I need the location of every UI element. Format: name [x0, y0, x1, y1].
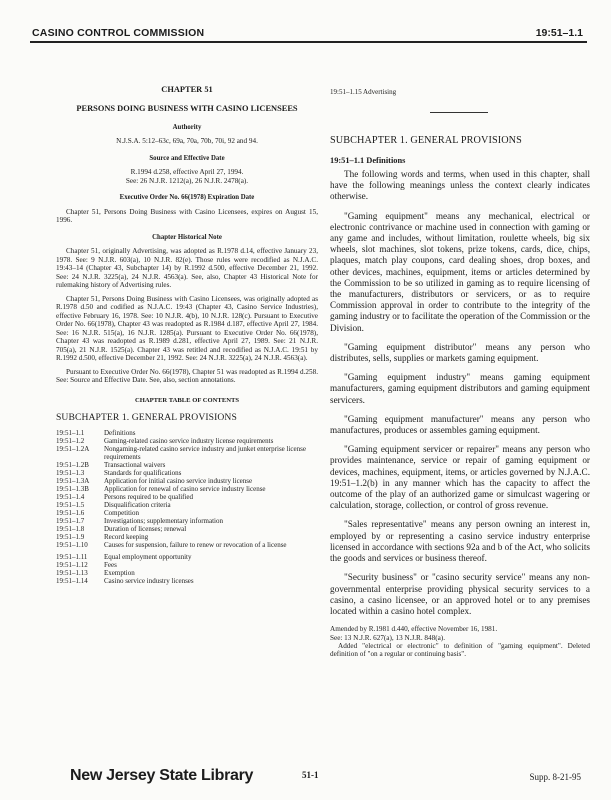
amendment-note: [330, 625, 590, 659]
toc-number: 19:51–1.1: [56, 428, 85, 437]
table-of-contents: [56, 429, 318, 585]
page-number: 51-1: [302, 770, 319, 780]
toc-title[interactable]: Gaming-related casino service industry license requirements: [104, 436, 274, 445]
toc-number: 19:51–1.2A: [56, 444, 90, 453]
header-rule: [30, 41, 587, 43]
toc-title[interactable]: Exemption: [104, 568, 135, 577]
toc-number: 19:51–1.6: [56, 508, 85, 517]
historical-note-paragraph: Chapter 51, Persons Doing Business with Casino Licensees, was originally adopted as R.1978 d.50 and codified as N.J.A.C. 19:43 (Chapter 43, Casino Service Industries), effective February 16, 1978. See: 10 N.J.R. 4(b), 10 N.J.R. 128(c). Pursuant to Executive Order No. 66(1978), Chapter 43 was readopted as R.1984 d.187, effective April 27, 1984. See: 16 N.J.R. 515(a), 16 N.J.R. 1285(a). Pursuant to Executive Order No. 66(1978), Chapter 43 was readopted as R.1989 d.281, effective April 27, 1989. See: 21 N.J.R. 705(a), 21 N.J.R. 1525(a). Chapter 43 was retitled and recodified as N.J.A.C. 19:51 by R.1992 d.500, effective December 21, 1992. See: 24 N.J.R. 3225(a), 24 N.J.R. 4563(a).: [56, 294, 318, 362]
toc-title[interactable]: Persons required to be qualified: [104, 492, 194, 501]
authority-heading: Authority: [172, 123, 202, 131]
toc-title[interactable]: Duration of licenses; renewal: [104, 524, 187, 533]
chapter-title: PERSONS DOING BUSINESS WITH CASINO LICENSEES: [76, 103, 298, 113]
amendment-line: Amended by R.1981 d.440, effective November 16, 1981.: [330, 625, 498, 634]
historical-note-heading: Chapter Historical Note: [152, 233, 222, 241]
section-heading: 19:51–1.1 Definitions: [330, 156, 406, 165]
toc-title[interactable]: Nongaming-related casino service industry and junket enterprise license requirements: [104, 444, 306, 461]
supplement-date: Supp. 8-21-95: [529, 772, 581, 782]
toc-title[interactable]: Application for renewal of casino service industry license: [104, 484, 266, 493]
toc-number: 19:51–1.3: [56, 468, 85, 477]
toc-title[interactable]: Application for initial casino service industry license: [104, 476, 253, 485]
section-divider: [430, 112, 488, 113]
definition-paragraph: "Sales representative" means any person owning an interest in, employed by or representing a casino service industry enterprise licensed in accordance with sections 92a and b of the Act, who solicits the goods and services or business thereof.: [330, 519, 590, 564]
toc-number: 19:51–1.10: [56, 540, 88, 549]
historical-note-paragraph: Pursuant to Executive Order No. 66(1978), Chapter 51 was readopted as R.1994 d.258. See: Source and Effective Date. See, also, section annotations.: [56, 367, 318, 384]
toc-number: 19:51–1.9: [56, 532, 85, 541]
toc-number: 19:51–1.4: [56, 492, 85, 501]
historical-note-paragraph: Chapter 51, originally Advertising, was adopted as R.1978 d.14, effective January 23, 1978. See: 9 N.J.R. 603(a), 10 N.J.R. 82(e). Those rules were recodified as N.J.A.C. 19:43–14 (Chapter 43, Subchapter 14) by R.1992 d.500, effective December 21, 1992. See: 24 N.J.R. 3225(a), 24 N.J.R. 4563(a). See, also, Chapter 43 Historical Note for rulemaking history of Advertising rules.: [56, 247, 318, 289]
running-header-section: 19:51–1.1: [535, 27, 583, 39]
amendment-line: See: 13 N.J.R. 627(a), 13 N.J.R. 848(a).: [330, 633, 445, 642]
right-column: [330, 88, 590, 659]
left-column: [56, 86, 318, 585]
toc-title[interactable]: Definitions: [104, 428, 136, 437]
chapter-number: CHAPTER 51: [161, 85, 213, 94]
toc-number: 19:51–1.8: [56, 524, 85, 533]
toc-title[interactable]: Causes for suspension, failure to renew or revocation of a license: [104, 540, 287, 549]
toc-title[interactable]: Standards for qualifications: [104, 468, 182, 477]
toc-title[interactable]: Disqualification criteria: [104, 500, 171, 509]
exec-order-heading: Executive Order No. 66(1978) Expiration Date: [119, 194, 255, 201]
toc-number: 19:51–1.3A: [56, 476, 90, 485]
toc-title[interactable]: Casino service industry licenses: [104, 576, 194, 585]
subchapter-heading: SUBCHAPTER 1. GENERAL PROVISIONS: [330, 135, 522, 146]
toc-title[interactable]: Competition: [104, 508, 139, 517]
toc-subchapter-heading: SUBCHAPTER 1. GENERAL PROVISIONS: [56, 412, 237, 423]
toc-number: 19:51–1.12: [56, 560, 88, 569]
toc-number: 19:51–1.2: [56, 436, 85, 445]
authority-text: N.J.S.A. 5:12–63c, 69a, 70a, 70b, 70i, 92 and 94.: [116, 137, 258, 145]
source-heading: Source and Effective Date: [149, 154, 225, 162]
source-line-2: See: 26 N.J.R. 1212(a), 26 N.J.R. 2478(a).: [125, 176, 249, 185]
body-paragraph: The following words and terms, when used in this chapter, shall have the following meanings unless the context clearly indicates otherwise.: [330, 169, 590, 202]
running-header-title: CASINO CONTROL COMMISSION: [32, 27, 205, 39]
toc-title[interactable]: Equal employment opportunity: [104, 552, 192, 561]
definition-paragraph: "Gaming equipment distributor" means any person who distributes, sells, supplies or markets gaming equipment.: [330, 341, 590, 364]
toc-title[interactable]: Investigations; supplementary information: [104, 516, 223, 525]
toc-heading: CHAPTER TABLE OF CONTENTS: [134, 396, 240, 404]
toc-title[interactable]: Record keeping: [104, 532, 149, 541]
definition-paragraph: "Gaming equipment servicer or repairer" means any person who provides maintenance, service or repair of gaming equipment or devices, machines, equipment, items, or articles governed by N.J.A.C. 19:51–1.2(b) in any manner which has the capacity to affect the outcome of the play of an authorized game or simulcast wagering or calculation, storage, collection, or control of gross revenue.: [330, 444, 590, 511]
definition-paragraph: "Security business" or "casino security service" means any non-governmental enterprise providing physical security services to a casino, a casino licensee, or an approved hotel or to any premises located within a casino hotel complex.: [330, 572, 590, 616]
toc-title[interactable]: Transactional waivers: [104, 460, 166, 469]
toc-number: 19:51–1.2B: [56, 460, 89, 469]
amendment-line: Added "electrical or electronic" to definition of "gaming equipment". Deleted definition of "on a regular or continuing basis".: [330, 641, 590, 659]
library-stamp: New Jersey State Library: [70, 767, 254, 784]
toc-continued-entry: 19:51–1.15 Advertising: [330, 88, 397, 96]
toc-number: 19:51–1.14: [56, 576, 88, 585]
toc-number: 19:51–1.7: [56, 516, 85, 525]
toc-number: 19:51–1.13: [56, 568, 88, 577]
definition-paragraph: "Gaming equipment industry" means gaming equipment manufacturers, gaming equipment distributors and gaming equipment servicers.: [330, 372, 590, 405]
toc-number: 19:51–1.11: [56, 552, 88, 561]
exec-order-text: Chapter 51, Persons Doing Business with Casino Licensees, expires on August 15, 1996.: [56, 207, 318, 224]
toc-title[interactable]: Fees: [104, 560, 117, 569]
toc-number: 19:51–1.3B: [56, 484, 89, 493]
definition-paragraph: "Gaming equipment manufacturer" means any person who manufactures, produces or assembles gaming equipment.: [330, 413, 590, 436]
definition-paragraph: "Gaming equipment" means any mechanical, electrical or electronic contrivance or machine used in connection with gaming or any game and includes, without limitation, roulette wheels, big six wheels, slot machines, slot tokens, prize tokens, cards, dice, chips, plaques, match play coupons, card dealing shoes, drop boxes, and other devices, machines, equipment, items or articles determined by the Commission to be so utilized in gaming as to require licensing of the manufacturers, distributors or servicers, or as to require Commission approval in order to contribute to the integrity of the gaming industry or to facilitate the operation of the Commission or the Division.: [330, 210, 591, 333]
source-line-1: R.1994 d.258, effective April 27, 1994.: [130, 168, 244, 176]
toc-number: 19:51–1.5: [56, 500, 85, 509]
